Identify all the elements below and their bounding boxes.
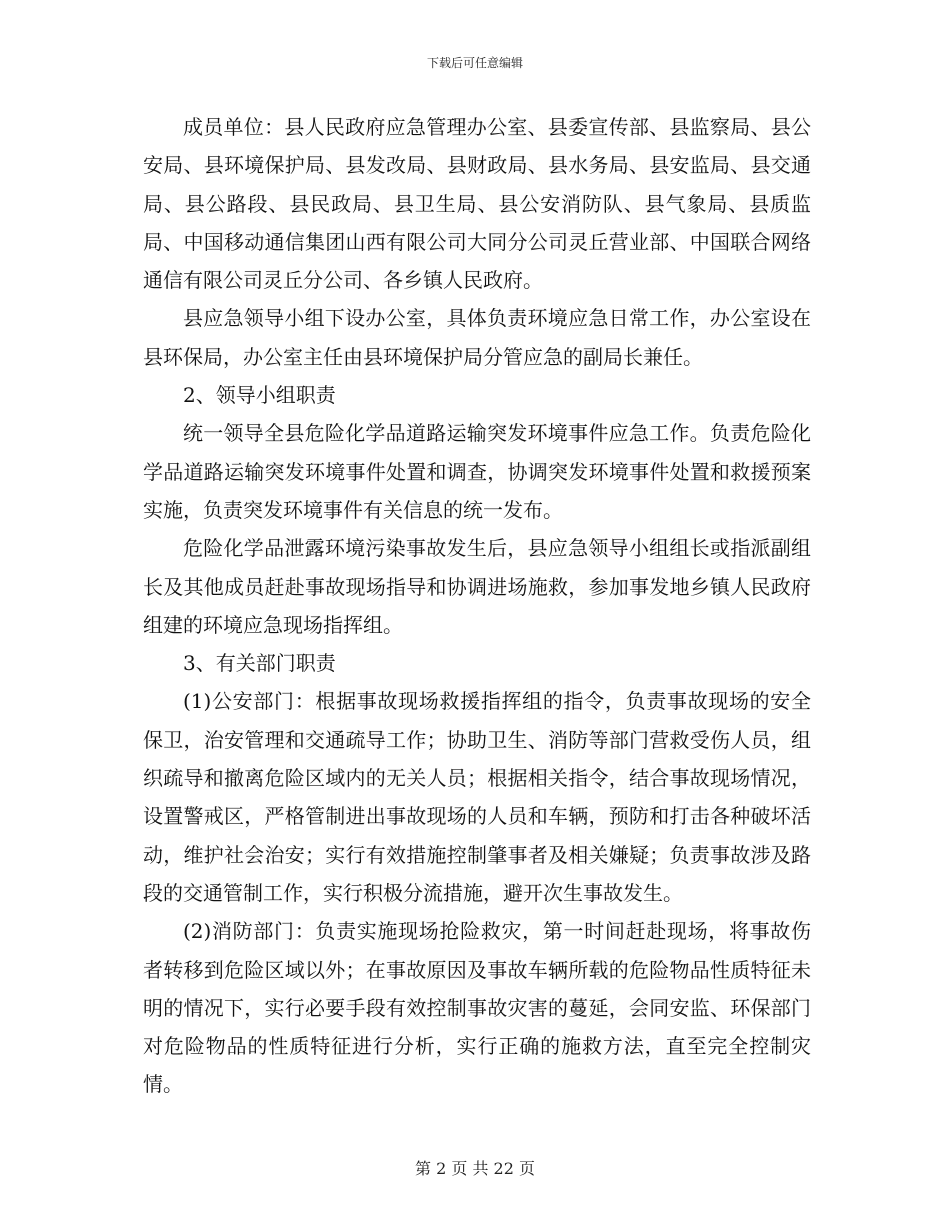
paragraph-police-duties: (1)公安部门：根据事故现场救援指挥组的指令，负责事故现场的安全保卫，治安管理和交通疏导工作；协助卫生、消防等部门营救受伤人员，组织疏导和撤离危险区域内的无关人员；根据相关指令，结合事故现场情况，设置警戒区，严格管制进出事故现场的人员和车辆，预防和打击各种破坏活动，维护社会治安；实行有效措施控制肇事者及相关嫌疑；负责事故涉及路段的交通管制工作，实行积极分流措施，避开次生事故发生。 [143,689,811,905]
section-heading-department-duties: 3、有关部门职责 [183,651,336,676]
paragraph-accident-response: 危险化学品泄露环境污染事故发生后，县应急领导小组组长或指派副组长及其他成员赶赴事故现场指导和协调进场施救，参加事发地乡镇人民政府组建的环境应急现场指挥组。 [143,536,811,637]
page-body [143,108,811,1104]
paragraph-member-units: 成员单位：县人民政府应急管理办公室、县委宣传部、县监察局、县公安局、县环境保护局、县发改局、县财政局、县水务局、县安监局、县交通局、县公路段、县民政局、县卫生局、县公安消防队、县气象局、县质监局、中国移动通信集团山西有限公司大同分公司灵丘营业部、中国联合网络通信有限公司灵丘分公司、各乡镇人民政府。 [143,115,811,293]
section-heading-leadership-duties: 2、领导小组职责 [183,383,336,408]
paragraph-leadership-duty: 统一领导全县危险化学品道路运输突发环境事件应急工作。负责危险化学品道路运输突发环境事件处置和调查，协调突发环境事件处置和救援预案实施，负责突发环境事件有关信息的统一发布。 [143,421,811,522]
page-number: 第 2 页 共 22 页 [415,1159,535,1178]
page-header: 下载后可任意编辑 [426,56,523,70]
paragraph-office: 县应急领导小组下设办公室，具体负责环境应急日常工作，办公室设在县环保局，办公室主任由县环境保护局分管应急的副局长兼任。 [143,306,811,369]
paragraph-fire-duties: (2)消防部门：负责实施现场抢险救灾，第一时间赶赴现场，将事故伤者转移到危险区域以外；在事故原因及事故车辆所载的危险物品性质特征未明的情况下，实行必要手段有效控制事故灾害的蔓延，会同安监、环保部门对危险物品的性质特征进行分析，实行正确的施救方法，直至完全控制灾情。 [143,919,811,1097]
